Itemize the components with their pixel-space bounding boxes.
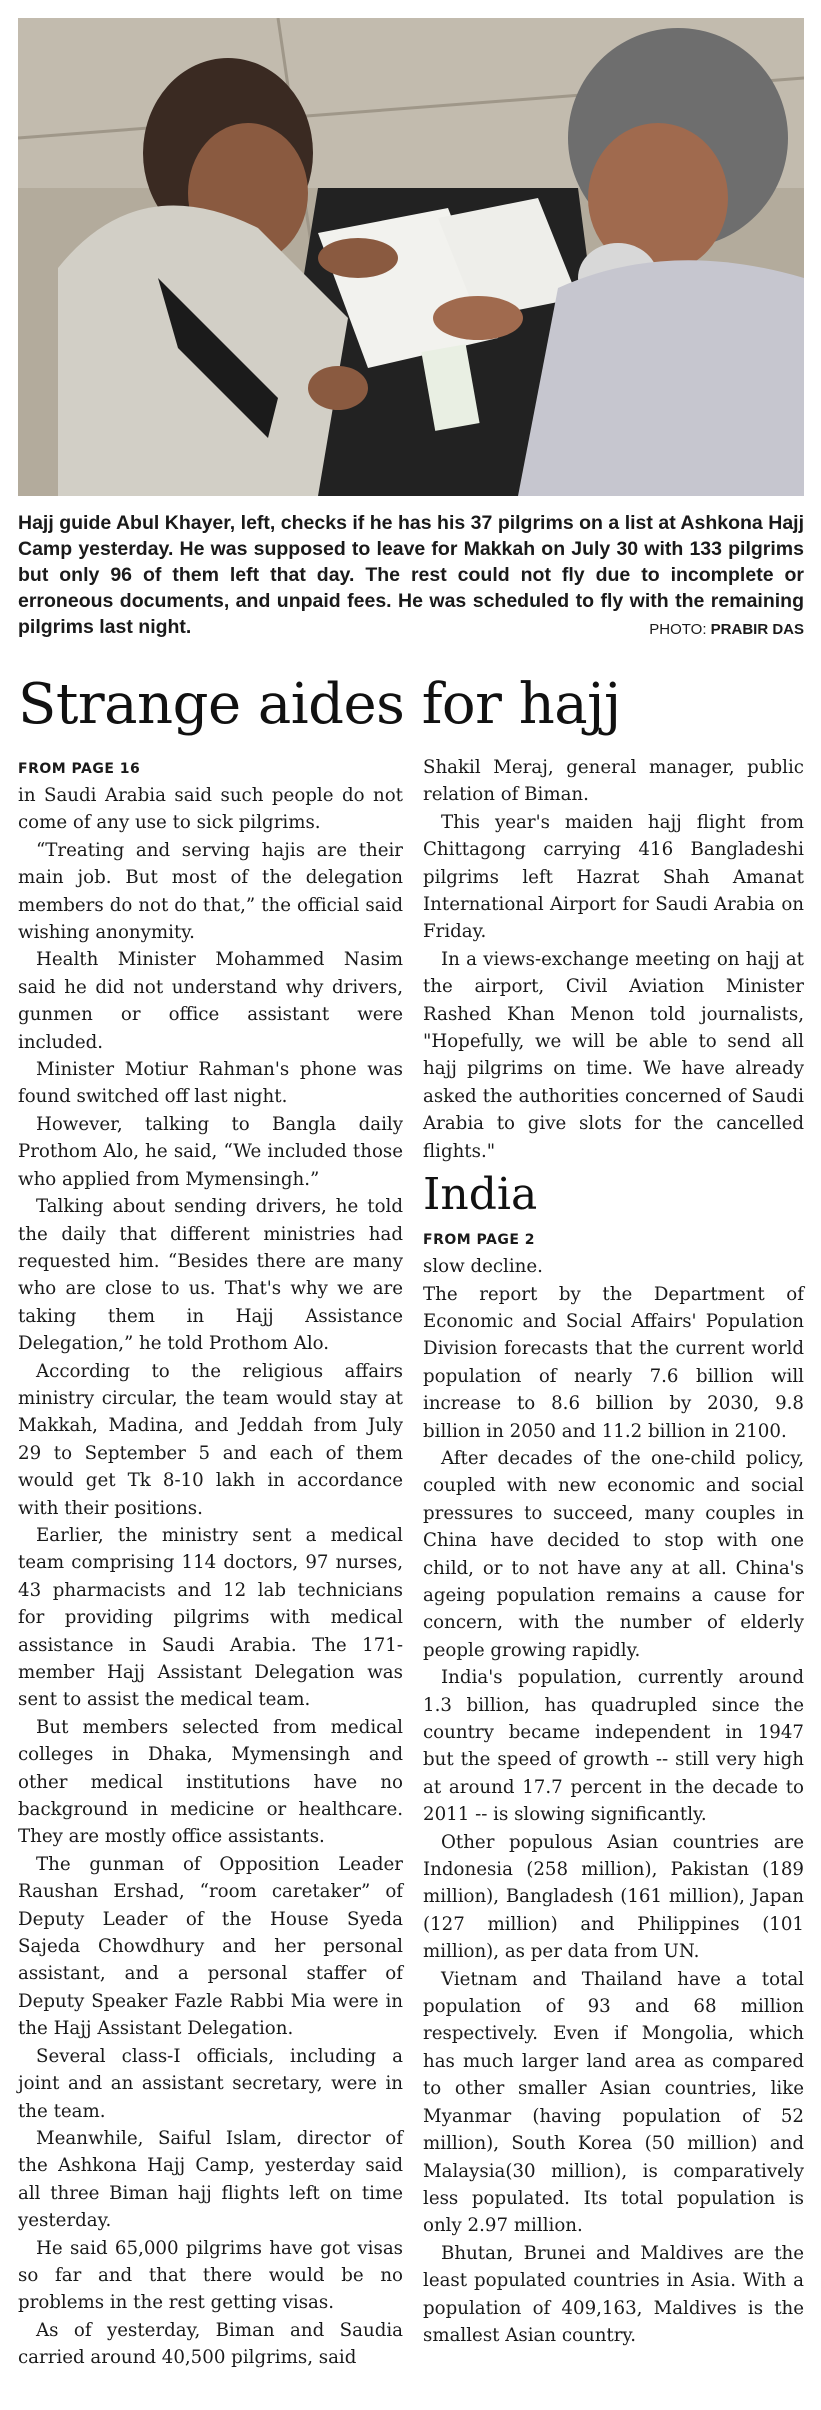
article2-paragraph: Other populous Asian countries are Indonesia (258 million), Pakistan (189 million), Bangladesh (161 million), Japan (127 million) and Philippines (101 million), as per data from UN. <box>423 1831 804 1963</box>
article1-paragraph: However, talking to Bangla daily Prothom Alo, he said, “We included those who applied from Mymensingh.” <box>18 1113 403 1190</box>
article1-continued-paragraph: This year's maiden hajj flight from Chittagong carrying 416 Bangladeshi pilgrims left Hazrat Shah Amanat International Airport for Saudi Arabia on Friday. <box>423 811 804 943</box>
article1-paragraph: He said 65,000 pilgrims have got visas so far and that there would be no problems in the rest getting visas. <box>18 2237 403 2314</box>
article1-paragraph: in Saudi Arabia said such people do not come of any use to sick pilgrims. <box>18 785 403 834</box>
article1-paragraph: Meanwhile, Saiful Islam, director of the Ashkona Hajj Camp, yesterday said all three Biman hajj flights left on time yesterday. <box>18 2127 403 2232</box>
article1-paragraph: According to the religious affairs ministry circular, the team would stay at Makkah, Madina, and Jeddah from July 29 to September 5 and each of them would get Tk 8-10 lakh in accordance with their positions. <box>18 1360 403 1519</box>
news-photo <box>18 18 804 496</box>
jumpline-page-16: FROM PAGE 16 <box>18 761 141 777</box>
article1-paragraph: Minister Motiur Rahman's phone was found switched off last night. <box>18 1059 403 1108</box>
headline-india: India <box>423 1169 538 1221</box>
photo-illustration <box>18 18 804 496</box>
photo-caption <box>18 510 804 643</box>
article-column-left <box>18 754 403 2372</box>
article1-continued-paragraph: Shakil Meraj, general manager, public relation of Biman. <box>423 757 804 806</box>
article2-paragraph: The report by the Department of Economic and Social Affairs' Population Division forecasts that the current world population of nearly 7.6 billion will increase to 8.6 billion by 2030, 9.8 billion in 2050 and 11.2 billion in 2100. <box>423 1283 804 1442</box>
article1-paragraph: Several class-I officials, including a joint and an assistant secretary, were in the team. <box>18 2045 403 2122</box>
photo-credit-label: PHOTO: <box>649 621 711 638</box>
caption-text: Hajj guide Abul Khayer, left, checks if he has his 37 pilgrims on a list at Ashkona Hajj Camp yesterday. He was supposed to leave for Makkah on July 30 with 133 pilgrims but only 96 of them left that day. The rest could not fly due to incomplete or erroneous documents, and unpaid fees. He was scheduled to fly with the remaining pilgrims last night. <box>18 512 804 638</box>
article-column-right <box>423 754 804 2349</box>
photo-credit <box>649 615 804 643</box>
headline-strange-aides: Strange aides for hajj <box>18 672 621 737</box>
article2-paragraph: Vietnam and Thailand have a total population of 93 and 68 million respectively. Even if Mongolia, which has much larger land area as compared to other smaller Asian countries, like Myanmar (having population of 52 million), South Korea (50 million) and Malaysia(30 million), is comparatively less populated. Its total population is only 2.97 million. <box>423 1968 804 2237</box>
photo-credit-name: PRABIR DAS <box>710 621 804 638</box>
jumpline-page-2: FROM PAGE 2 <box>423 1232 536 1249</box>
article2-paragraph: India's population, currently around 1.3 billion, has quadrupled since the country became independent in 1947 but the speed of growth -- still very high at around 17.7 percent in the decade to 2011 -- is slowing significantly. <box>423 1667 804 1826</box>
article1-paragraph: Talking about sending drivers, he told the daily that different ministries had requested him. “Besides there are many who are close to us. That's why we are taking them in Hajj Assistance Delegation,” he told Prothom Alo. <box>18 1196 403 1355</box>
article1-continued-paragraph: In a views-exchange meeting on hajj at the airport, Civil Aviation Minister Rashed Khan Menon told journalists, "Hopefully, we will be able to send all hajj pilgrims on time. We have already asked the authorities concerned of Saudi Arabia to give slots for the cancelled flights." <box>423 948 804 1162</box>
article2-paragraph: slow decline. <box>423 1256 543 1278</box>
article1-paragraph: The gunman of Opposition Leader Raushan Ershad, “room caretaker” of Deputy Leader of the House Syeda Sajeda Chowdhury and her personal assistant, and a personal staffer of Deputy Speaker Fazle Rabbi Mia were in the Hajj Assistant Delegation. <box>18 1853 403 2040</box>
article1-paragraph: “Treating and serving hajis are their main job. But most of the delegation members do not do that,” the official said wishing anonymity. <box>18 839 403 944</box>
article1-paragraph: Health Minister Mohammed Nasim said he did not understand why drivers, gunmen or office assistant were included. <box>18 949 403 1053</box>
article2-paragraph: Bhutan, Brunei and Maldives are the least populated countries in Asia. With a population of 409,163, Maldives is the smallest Asian country. <box>423 2242 804 2346</box>
article2-paragraph: After decades of the one-child policy, coupled with new economic and social pressures to succeed, many couples in China have decided to stop with one child, or to not have any at all. China's ageing population remains a cause for concern, with the number of elderly people growing rapidly. <box>423 1447 804 1661</box>
article1-paragraph: But members selected from medical colleges in Dhaka, Mymensingh and other medical institutions have no background in medicine or healthcare. They are mostly office assistants. <box>18 1716 403 1848</box>
article1-paragraph: Earlier, the ministry sent a medical team comprising 114 doctors, 97 nurses, 43 pharmacists and 12 lab technicians for providing pilgrims with medical assistance in Saudi Arabia. The 171-member Hajj Assistant Delegation was sent to assist the medical team. <box>18 1524 403 1711</box>
article1-paragraph: As of yesterday, Biman and Saudia carried around 40,500 pilgrims, said <box>18 2319 403 2369</box>
